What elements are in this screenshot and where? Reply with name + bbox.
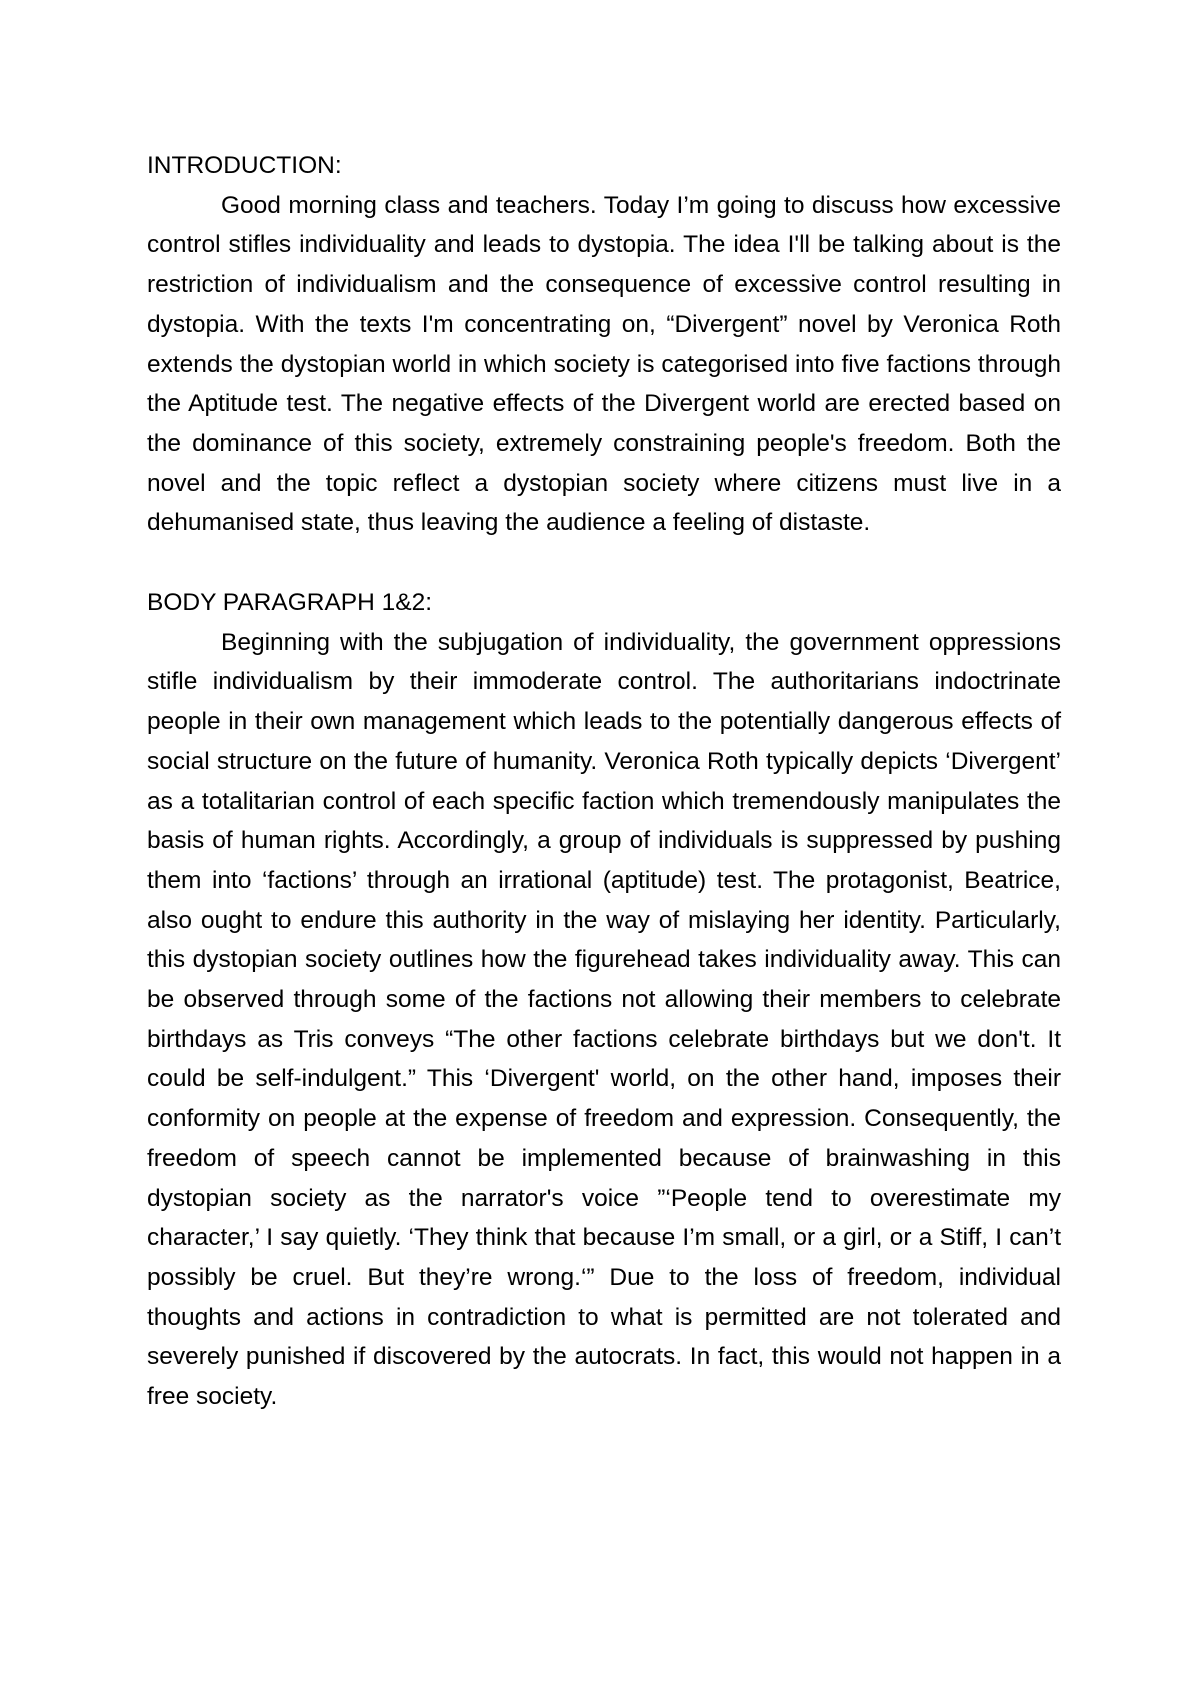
document-page xyxy=(147,146,1061,1417)
introduction-section xyxy=(147,146,1061,543)
introduction-heading: INTRODUCTION: xyxy=(147,152,342,179)
section-spacer xyxy=(147,543,1061,583)
body-heading: BODY PARAGRAPH 1&2: xyxy=(147,589,433,617)
introduction-paragraph: Good morning class and teachers. Today I’m going to discuss how excessive control stifles individuality and leads to dystopia. The idea I'll be talking about is the restriction of individualism and the consequence of excessive control resulting in dystopia. With the texts I'm concentrating on, “Divergent” novel by Veronica Roth extends the dystopian world in which society is categorised into five factions through the Aptitude test. The negative effects of the Divergent world are erected based on the dominance of this society, extremely constraining people's freedom. Both the novel and the topic reflect a dystopian society where citizens must live in a dehumanised state, thus leaving the audience a feeling of distaste. xyxy=(147,191,1061,537)
body-paragraph: Beginning with the subjugation of individuality, the government oppressions stifle individualism by their immoderate control. The authoritarians indoctrinate people in their own management which leads to the potentially dangerous effects of social structure on the future of humanity. Veronica Roth typically depicts ‘Divergent’ as a totalitarian control of each specific faction which tremendously manipulates the basis of human rights. Accordingly, a group of individuals is suppressed by pushing them into ‘factions’ through an irrational (aptitude) test. The protagonist, Beatrice, also ought to endure this authority in the way of mislaying her identity. Particularly, this dystopian society outlines how the figurehead takes individuality away. This can be observed through some of the factions not allowing their members to celebrate birthdays as Tris conveys “The other factions celebrate birthdays but we don't. It could be self-indulgent.” This ‘Divergent' world, on the other hand, imposes their conformity on people at the expense of freedom and expression. Consequently, the freedom of speech cannot be implemented because of brainwashing in this dystopian society as the narrator's voice ”‘People tend to overestimate my character,’ I say quietly. ‘They think that because I’m small, or a girl, or a Stiff, I can’t possibly be cruel. But they’re wrong.‘” Due to the loss of freedom, individual thoughts and actions in contradiction to what is permitted are not tolerated and severely punished if discovered by the autocrats. In fact, this would not happen in a free society. xyxy=(147,628,1061,1411)
body-section xyxy=(147,583,1061,1417)
